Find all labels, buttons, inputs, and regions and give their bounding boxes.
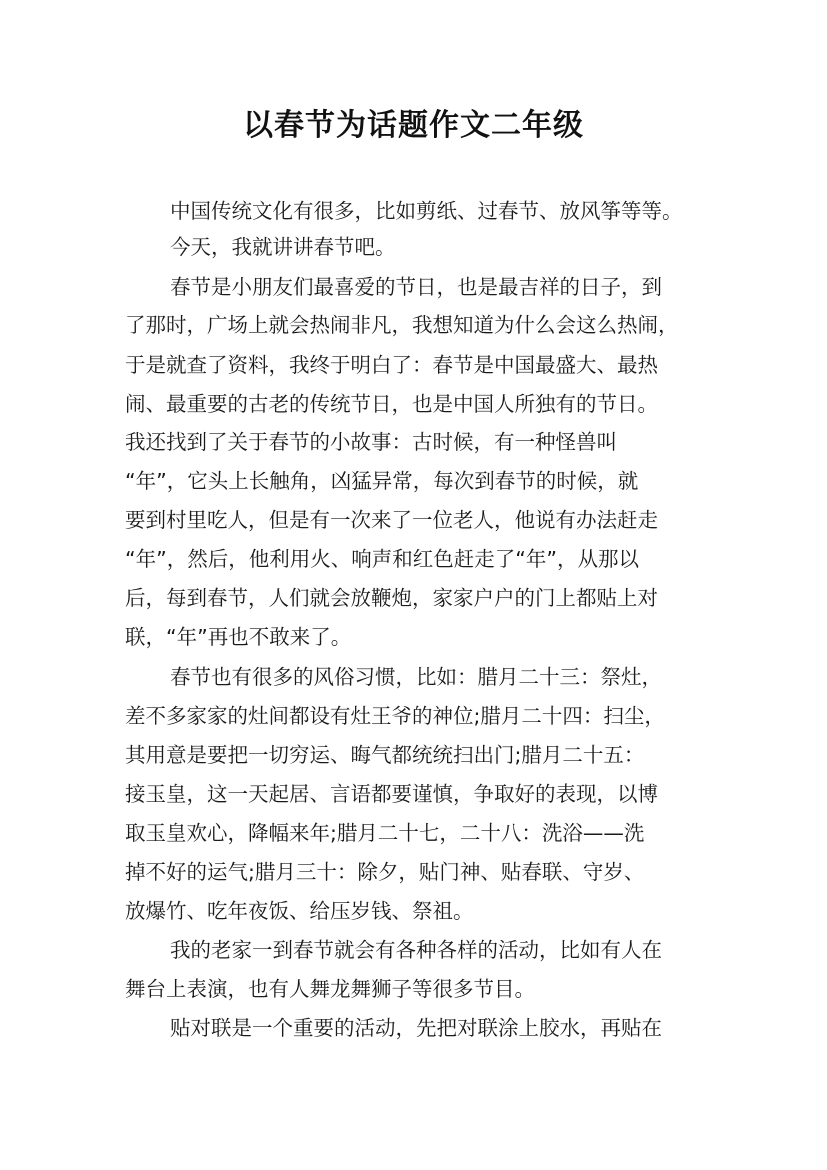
- text-line: 春节也有很多的风俗习惯，比如：腊月二十三：祭灶，: [170, 665, 662, 689]
- text-line: 了那时，广场上就会热闹非凡，我想知道为什么会这么热闹，: [125, 313, 679, 337]
- text-line: 于是就查了资料，我终于明白了：春节是中国最盛大、最热: [125, 353, 658, 377]
- text-line: 贴对联是一个重要的活动，先把对联涂上胶水，再贴在: [170, 1016, 662, 1040]
- text-line: 后，每到春节，人们就会放鞭炮，家家户户的门上都贴上对: [125, 586, 658, 610]
- text-line: “年”，它头上长触角，凶猛异常，每次到春节的时候，就: [125, 469, 639, 493]
- text-line: 闹、最重要的古老的传统节日，也是中国人所独有的节日。: [125, 392, 658, 416]
- text-line: 我还找到了关于春节的小故事：古时候，有一种怪兽叫: [125, 430, 617, 454]
- text-line: 差不多家家的灶间都设有灶王爷的神位;腊月二十四：扫尘，: [125, 704, 665, 728]
- text-line: 放爆竹、吃年夜饭、给压岁钱、祭祖。: [125, 899, 474, 923]
- text-line: 今天，我就讲讲春节吧。: [170, 235, 396, 259]
- text-line: 其用意是要把一切穷运、晦气都统统扫出门;腊月二十五：: [125, 743, 645, 767]
- text-line: 春节是小朋友们最喜爱的节日，也是最吉祥的日子，到: [170, 275, 662, 299]
- text-line: 中国传统文化有很多，比如剪纸、过春节、放风筝等等。: [170, 199, 683, 223]
- text-line: 联，“年”再也不敢来了。: [125, 625, 352, 649]
- text-line: 舞台上表演，也有人舞龙舞狮子等很多节目。: [125, 977, 535, 1001]
- text-line: 掉不好的运气;腊月三十：除夕，贴门神、贴春联、守岁、: [125, 860, 645, 884]
- document-title: 以春节为话题作文二年级: [243, 108, 584, 143]
- text-line: 我的老家一到春节就会有各种各样的活动，比如有人在: [170, 938, 662, 962]
- text-line: 取玉皇欢心，降幅来年;腊月二十七，二十八：洗浴——洗: [125, 821, 645, 845]
- text-line: 要到村里吃人，但是有一次来了一位老人，他说有办法赶走: [125, 508, 658, 532]
- text-line: 接玉皇，这一天起居、言语都要谨慎，争取好的表现，以博: [125, 782, 658, 806]
- text-line: “年”，然后，他利用火、响声和红色赶走了“年”，从那以: [125, 547, 639, 571]
